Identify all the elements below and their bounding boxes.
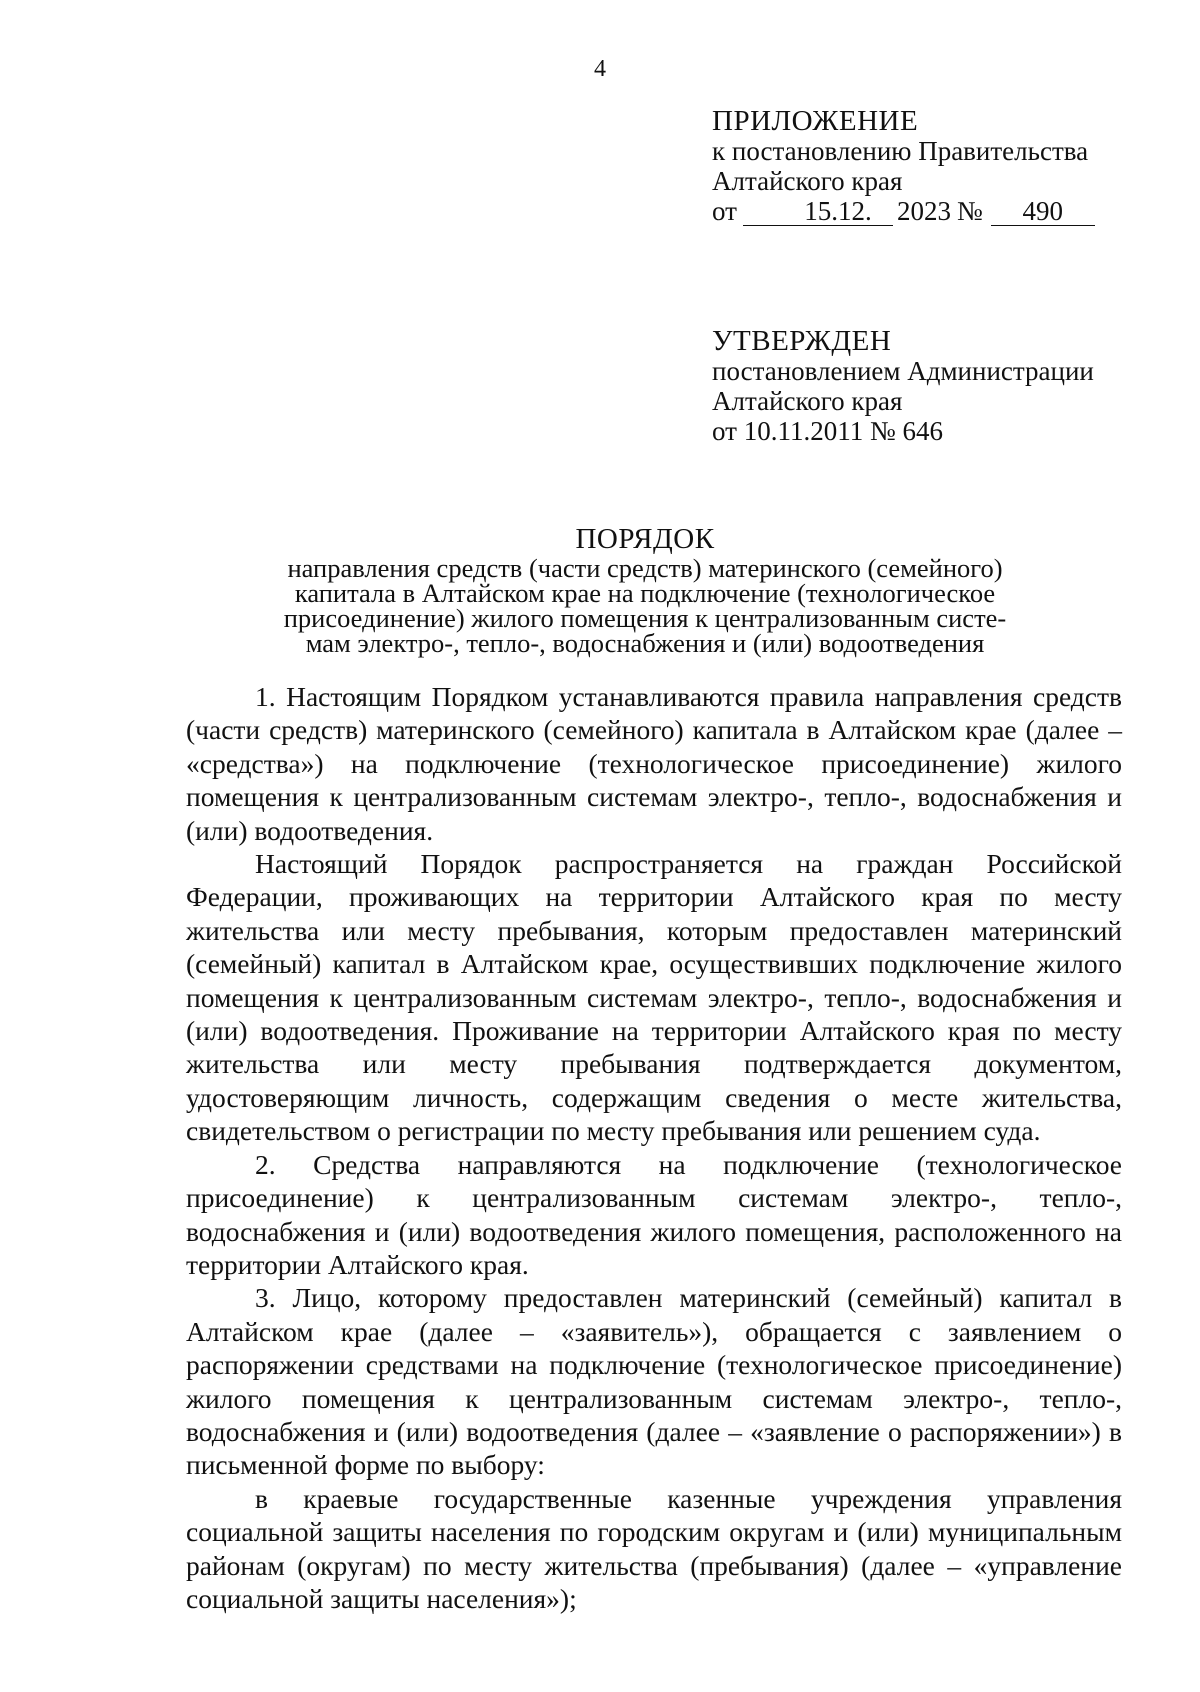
page-number: 4 <box>594 56 606 82</box>
approved-block <box>712 326 1094 446</box>
document-heading <box>240 522 1050 656</box>
document-subtitle-line-3: присоединение) жилого помещения к централизованным систе- <box>283 603 1007 633</box>
document-subtitle-line-4: мам электро-, тепло-, водоснабжения и (или) водоотведения <box>305 628 985 658</box>
attachment-block <box>712 106 1095 226</box>
attachment-title: ПРИЛОЖЕНИЕ <box>712 105 919 137</box>
attachment-year: 2023 <box>896 196 951 226</box>
attachment-from-label: от <box>712 196 737 226</box>
attachment-number-sign: № <box>956 196 983 226</box>
attachment-number-value: 490 <box>1022 196 1063 226</box>
paragraph-4: 3. Лицо, которому предоставлен материнский (семейный) капитал в Алтайском крае (далее – «заявитель»), обращается с заявлением о распоряжении средствами на подключение (технологическое присоединение) жилого помещения к централизованным системам электро-, тепло-, водоснабжения и (или) водоотведения (далее – «заявление о распоряжении») в письменной форме по выбору: <box>186 1282 1122 1481</box>
approved-line-3: от 10.11.2011 № 646 <box>712 416 943 446</box>
document-subtitle-line-1: направления средств (части средств) материнского (семейного) <box>287 553 1003 583</box>
approved-title: УТВЕРЖДЕН <box>712 325 892 357</box>
document-subtitle-line-2: капитала в Алтайском крае на подключение (технологическое <box>294 578 996 608</box>
attachment-date-value: 15.12. <box>804 196 872 226</box>
approved-line-2: Алтайского края <box>712 386 903 416</box>
attachment-line-2: Алтайского края <box>712 166 903 196</box>
document-title: ПОРЯДОК <box>575 523 715 555</box>
document-body <box>186 680 1122 1615</box>
paragraph-2: Настоящий Порядок распространяется на граждан Российской Федерации, проживающих на территории Алтайского края по месту жительства или месту пребывания, которым предоставлен материнский (семейный) капитал в Алтайском крае, осуществивших подключение жилого помещения к централизованным системам электро-, тепло-, водоснабжения и (или) водоотведения. Проживание на территории Алтайского края по месту жительства или месту пребывания подтверждается документом, удостоверяющим личность, содержащим сведения о месте жительства, свидетельством о регистрации по месту пребывания или решением суда. <box>186 848 1122 1147</box>
attachment-date-field <box>743 197 893 226</box>
approved-line-1: постановлением Администрации <box>712 356 1094 386</box>
paragraph-3: 2. Средства направляются на подключение (технологическое присоединение) к централизованным системам электро-, тепло-, водоснабжения и (или) водоотведения жилого помещения, расположенного на территории Алтайского края. <box>186 1148 1122 1280</box>
paragraph-1: 1. Настоящим Порядком устанавливаются правила направления средств (части средств) материнского (семейного) капитала в Алтайском крае (далее – «средства») на подключение (технологическое присоединение) жилого помещения к централизованным системам электро-, тепло-, водоснабжения и (или) водоотведения. <box>186 681 1122 846</box>
attachment-number-field <box>991 197 1095 226</box>
attachment-line-1: к постановлению Правительства <box>712 136 1089 166</box>
paragraph-5: в краевые государственные казенные учреждения управления социальной защиты населения по городским округам и (или) муниципальным районам (округам) по месту жительства (пребывания) (далее – «управление социальной защиты населения»); <box>186 1482 1122 1614</box>
attachment-date-row <box>712 196 1095 226</box>
